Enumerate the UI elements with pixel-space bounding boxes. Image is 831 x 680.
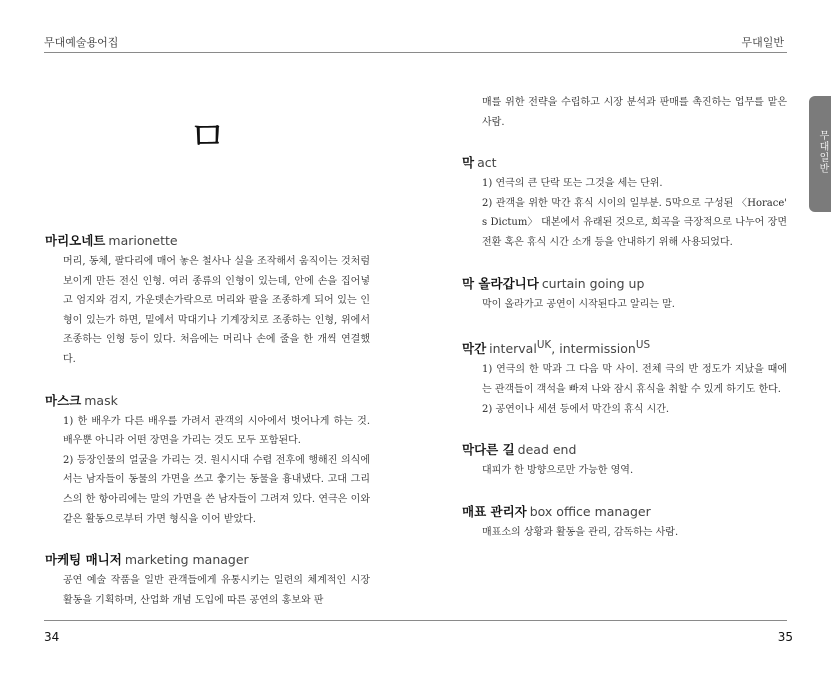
running-header-left: 무대예술용어집 — [44, 36, 119, 49]
continued-definition — [462, 93, 787, 132]
glossary-entry — [45, 551, 370, 610]
entry-definition — [45, 571, 370, 610]
term-english: curtain going up — [541, 275, 645, 291]
term-korean: 막 올라갑니다 — [462, 275, 539, 291]
section-tab-label: 무대일반 — [817, 130, 828, 174]
term-english-us: intermission — [559, 341, 636, 357]
term-english: act — [477, 155, 497, 171]
definition-paragraph: 대피가 한 방향으로만 가능한 영역. — [482, 465, 634, 477]
page-number-left: 34 — [44, 630, 60, 644]
term-english-uk: interval — [489, 341, 537, 357]
term-korean: 마리오네트 — [45, 233, 106, 248]
term-english: box office manager — [529, 503, 651, 519]
term-korean: 매표 관리자 — [462, 503, 527, 519]
definition-paragraph: 1) 연극의 한 막과 그 다음 막 사이. 전체 극의 반 정도가 지났을 때에는 관객들이 객석을 빠져 나와 잠시 휴식을 취할 수 있게 하기도 한다. — [482, 364, 787, 395]
glossary-entry — [462, 275, 787, 315]
entry-term — [45, 232, 370, 250]
region-sup-us: US — [635, 339, 651, 352]
term-english: marketing manager — [124, 552, 249, 568]
term-korean: 막간 — [462, 341, 487, 357]
definition-paragraph: 1) 연극의 큰 단락 또는 그것을 세는 단위. — [482, 178, 663, 190]
entry-term — [45, 551, 370, 569]
term-separator: , — [551, 341, 560, 357]
definition-paragraph: 1) 한 배우가 다른 배우를 가려서 관객의 시아에서 벗어나게 하는 것. 배우뿐 아니라 어떤 장면을 가리는 것도 모두 포함된다. — [63, 415, 370, 447]
definition-paragraph: 매표소의 상황과 활동을 관리, 감독하는 사람. — [482, 526, 679, 538]
term-korean: 막다른 길 — [462, 442, 515, 458]
term-english: mask — [84, 392, 118, 408]
section-tab[interactable] — [809, 96, 831, 212]
entry-definition — [462, 523, 787, 543]
entry-definition — [45, 412, 370, 530]
entry-term — [462, 503, 787, 521]
definition-paragraph: 매를 위한 전략을 수립하고 시장 분석과 판매를 촉진하는 업무를 맡은 사람. — [482, 97, 787, 128]
entry-term — [462, 441, 787, 459]
definition-paragraph: 2) 공연이나 세션 등에서 막간의 휴식 시간. — [482, 403, 670, 415]
glossary-entry — [462, 441, 787, 481]
definition-paragraph: 2) 관객을 위한 막간 휴식 시이의 일부분. 5막으로 구성된 〈Horace' s Dictum〉 대본에서 유래된 것으로, 희곡을 극장적으로 나누어 장면 전환 혹은 휴식 시간 소개 등을 안내하기 위해 사용되었다. — [482, 197, 787, 248]
entry-definition — [462, 174, 787, 252]
definition-paragraph: 2) 등장인물의 얼굴을 가리는 것. 원시시대 수렵 전후에 행해진 의식에서는 남자들이 동물의 가면을 쓰고 춯기는 동물을 흉내냈다. 고대 그리스의 한 항아리에는 말의 가면을 쓴 남자들이 그려져 있다. 연극은 이와 같은 활동으로부터 가면 형식을 이어 받았다. — [63, 454, 370, 525]
entry-term — [462, 154, 787, 172]
glossary-entry — [462, 154, 787, 252]
section-letter: ㅁ — [188, 114, 227, 160]
term-korean: 마스크 — [45, 392, 82, 408]
header-rule — [44, 52, 787, 53]
entry-definition — [45, 252, 370, 370]
footer-rule — [44, 620, 787, 621]
definition-paragraph: 머리, 동체, 팔다리에 매어 놓은 철사나 실을 조작해서 움직이는 것처럼 보이게 만든 전신 인형. 여러 종류의 인형이 있는데, 안에 손을 집어넣고 엄지와 검지, 가운뎃손가락으로 머리와 팔을 조종하게 되어 있는 인형이 있는가 하면, 밑에서 막대기나 기계장치로 조종하는 인형, 위에서 조종하는 인형 등이 있다. 처음에는 머리나 손에 줄을 한 개씩 연결했다. — [63, 256, 370, 365]
entry-definition — [462, 461, 787, 481]
term-korean: 마케팅 매니저 — [45, 552, 122, 568]
entry-term — [462, 275, 787, 293]
entry-definition — [462, 295, 787, 315]
definition-paragraph: 막이 올라가고 공연이 시작된다고 알리는 말. — [482, 298, 675, 310]
entry-term — [462, 336, 787, 358]
term-english: dead end — [517, 442, 577, 458]
right-page-column — [462, 93, 787, 564]
term-english — [489, 341, 650, 356]
entry-definition — [462, 360, 787, 419]
definition-paragraph: 공연 예술 작품을 일반 관객들에게 유통시키는 일련의 체계적인 시장 활동을 기획하며, 산업화 개념 도입에 따른 공연의 홍보와 판 — [63, 575, 370, 606]
term-korean: 막 — [462, 155, 475, 171]
glossary-entry — [45, 232, 370, 370]
region-sup-uk: UK — [536, 339, 552, 352]
glossary-entry — [462, 503, 787, 543]
left-page-column — [45, 112, 370, 632]
term-english: marionette — [108, 233, 178, 248]
glossary-entry — [45, 392, 370, 530]
page-number-right: 35 — [777, 630, 793, 644]
entry-term — [45, 392, 370, 410]
glossary-entry — [462, 336, 787, 419]
running-header-right: 무대일반 — [741, 36, 784, 49]
